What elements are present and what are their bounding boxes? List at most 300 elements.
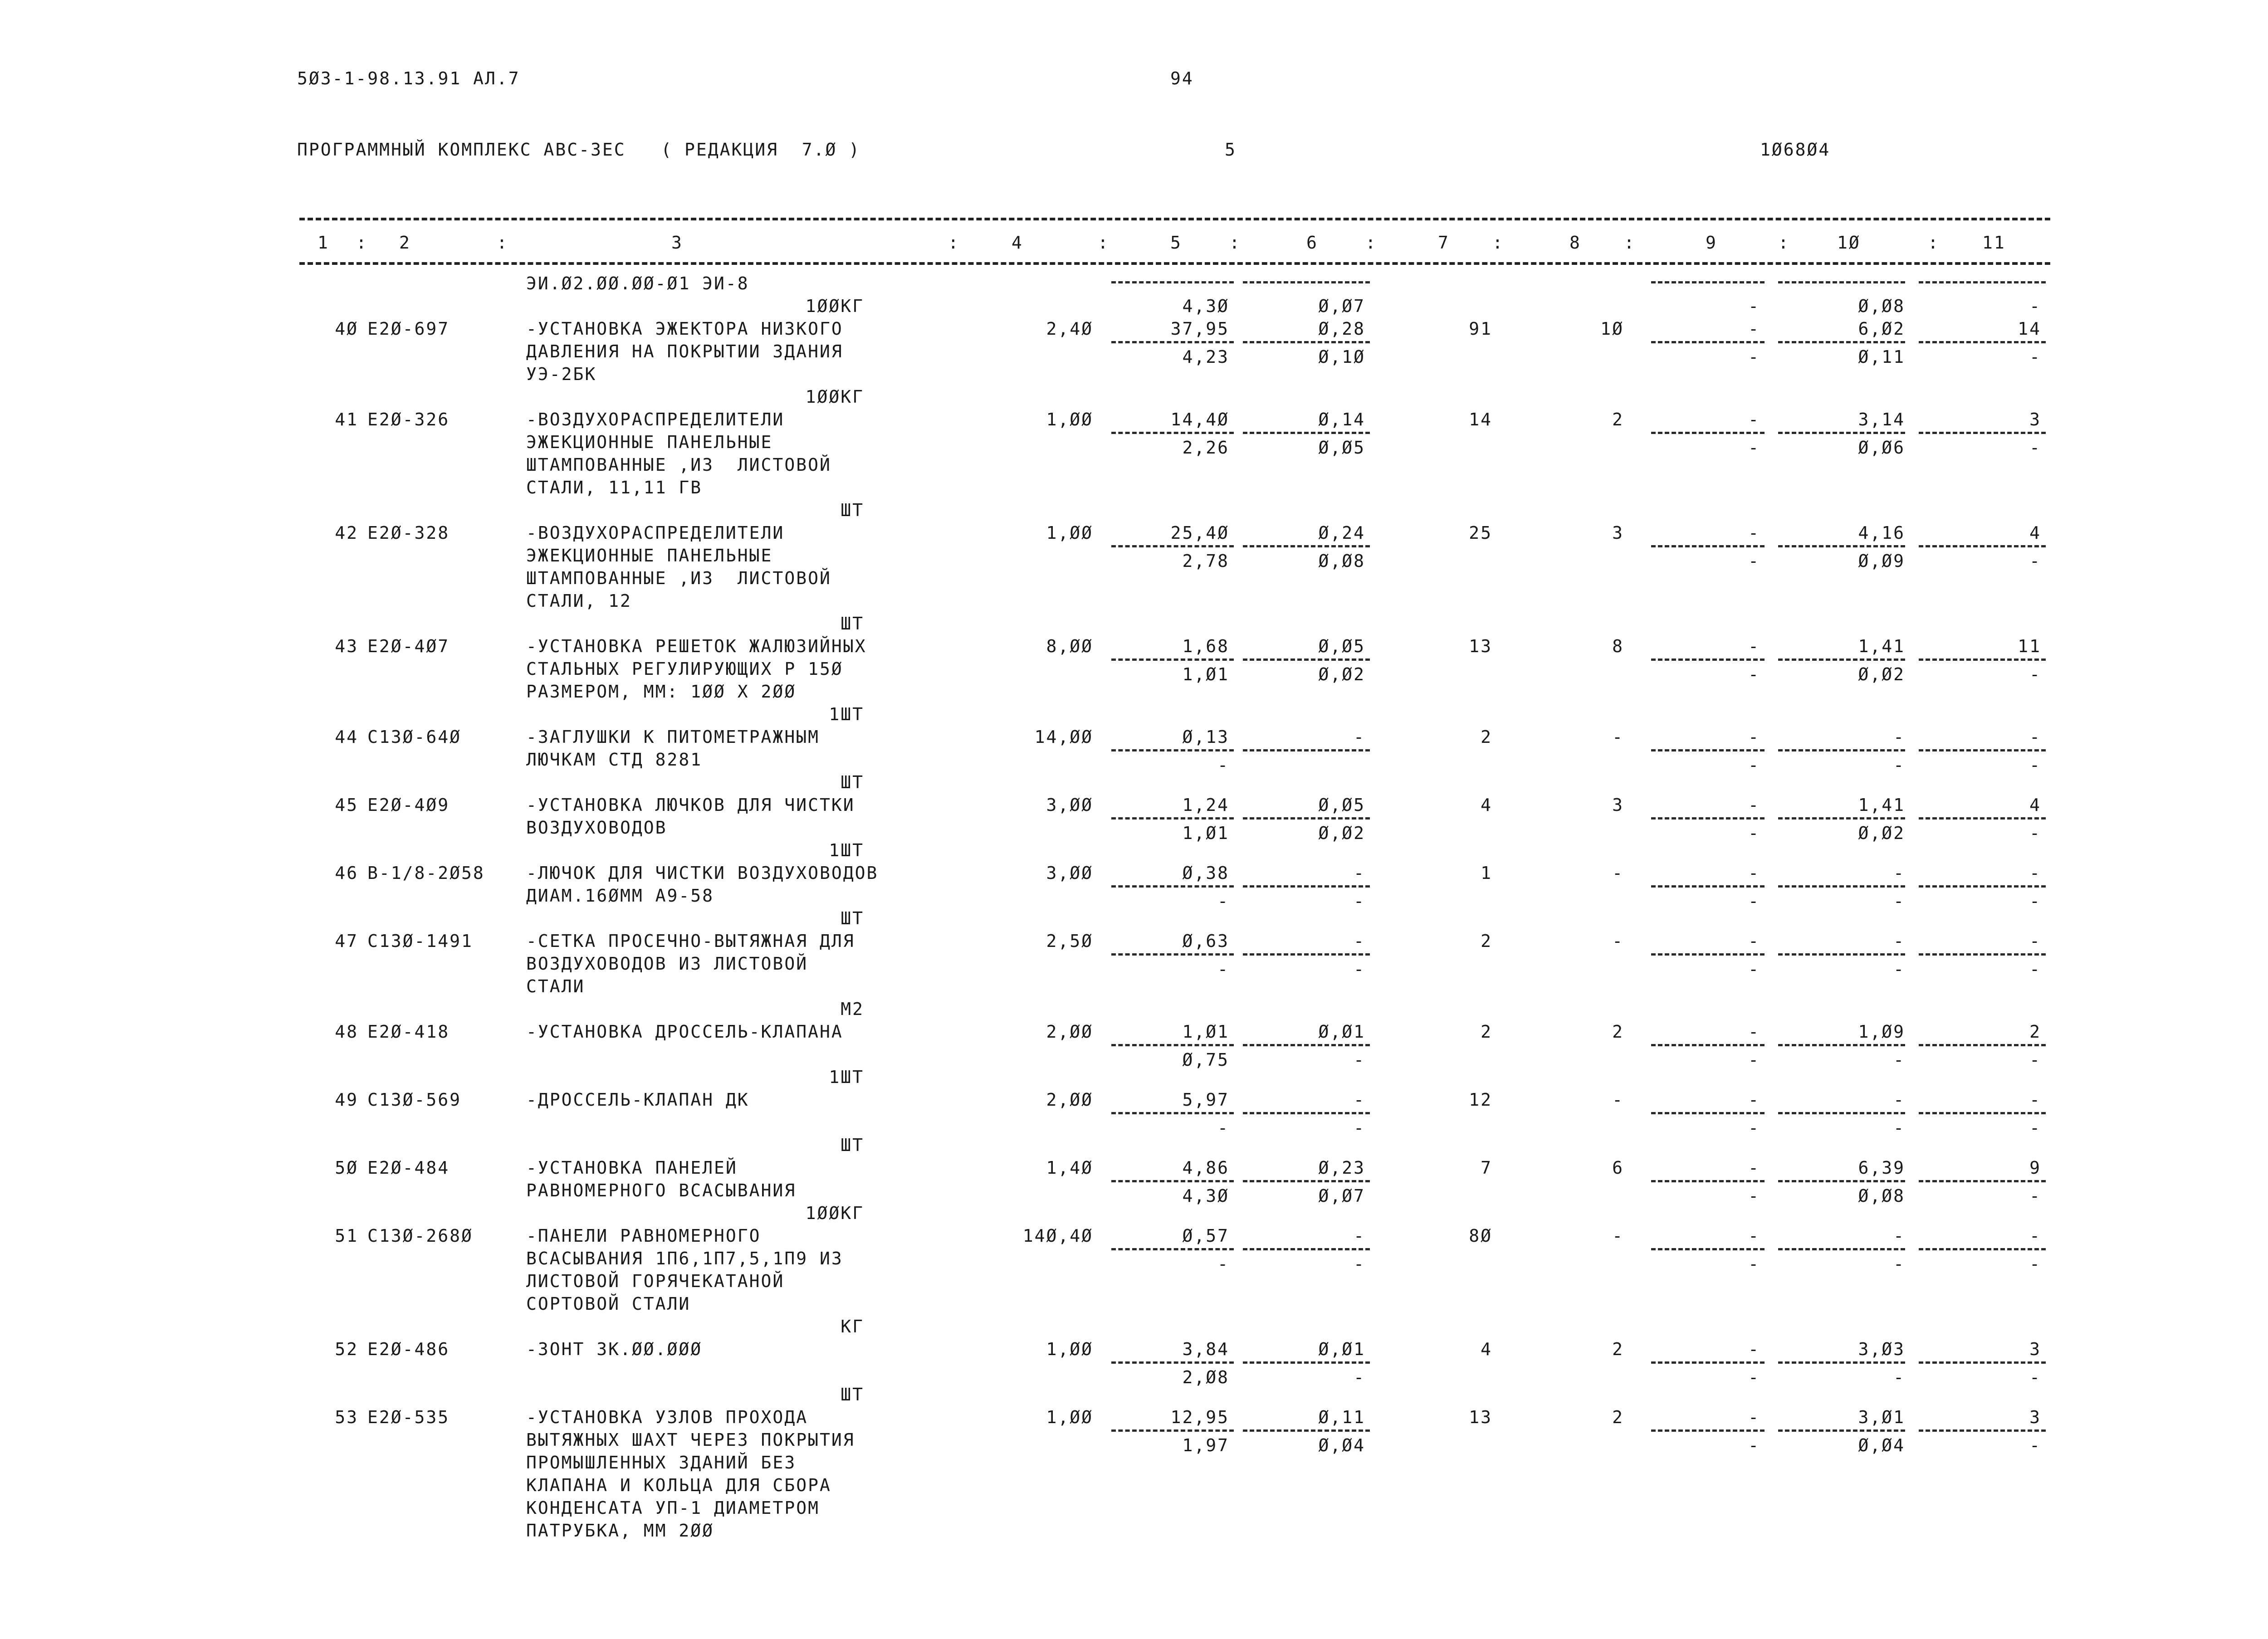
col6-value: Ø,28 bbox=[1318, 319, 1365, 339]
work-description: СТАЛИ, 11,11 ГВ bbox=[526, 478, 703, 498]
col6-value: Ø,24 bbox=[1318, 523, 1365, 543]
col9-value: - bbox=[1748, 1226, 1760, 1246]
col11-value: - bbox=[2029, 1090, 2041, 1110]
col10-lower: Ø,Ø6 bbox=[1858, 438, 1905, 458]
column-underline bbox=[1919, 341, 2046, 343]
col9-lower: - bbox=[1748, 1186, 1760, 1206]
col9-value: - bbox=[1748, 1158, 1760, 1178]
col11-value: 3 bbox=[2029, 1339, 2041, 1359]
col6-lower: - bbox=[1354, 1254, 1365, 1274]
work-description: СТАЛИ bbox=[526, 976, 585, 996]
col5-value: 5,97 bbox=[1182, 1090, 1229, 1110]
col8-value: 3 bbox=[1612, 795, 1624, 815]
work-description: ВЫТЯЖНЫХ ШАХТ ЧЕРЕЗ ПОКРЫТИЯ bbox=[526, 1430, 855, 1450]
col10-value: 4,16 bbox=[1858, 523, 1905, 543]
col11-lower: - bbox=[2029, 551, 2041, 571]
col10-value: - bbox=[1893, 863, 1905, 883]
col8-value: 2 bbox=[1612, 1339, 1624, 1359]
work-description: ДИАМ.16ØММ А9-58 bbox=[526, 886, 714, 906]
column-underline bbox=[1778, 1429, 1905, 1432]
work-description: ДАВЛЕНИЯ НА ПОКРЫТИИ ЗДАНИЯ bbox=[526, 341, 843, 361]
work-description: СТАЛЬНЫХ РЕГУЛИРУЮЩИХ Р 15Ø bbox=[526, 659, 843, 679]
col6-lower: - bbox=[1354, 1118, 1365, 1138]
column-underline bbox=[1111, 1112, 1234, 1114]
column-underline bbox=[1111, 885, 1234, 888]
col9-value: - bbox=[1748, 636, 1760, 656]
quantity: 1,ØØ bbox=[1046, 1339, 1093, 1359]
row-number: 46 bbox=[335, 863, 358, 883]
row-number: 53 bbox=[335, 1407, 358, 1427]
col10-lower: - bbox=[1893, 891, 1905, 911]
column-separator: : bbox=[948, 233, 960, 253]
work-code: Е2Ø-4Ø9 bbox=[367, 795, 450, 815]
col5-value: 14,4Ø bbox=[1170, 410, 1229, 429]
col11-value: 4 bbox=[2029, 523, 2041, 543]
col5-lower: - bbox=[1217, 755, 1229, 775]
column-underline bbox=[1111, 817, 1234, 820]
col5-lower: Ø,75 bbox=[1182, 1050, 1229, 1070]
col7-value: 14 bbox=[1469, 410, 1492, 429]
column-underline bbox=[1919, 953, 2046, 956]
col5-lower: - bbox=[1217, 1254, 1229, 1274]
col9-value: - bbox=[1748, 931, 1760, 951]
col9-lower: - bbox=[1748, 1050, 1760, 1070]
table-top-rule bbox=[299, 218, 2050, 220]
col8-value: 2 bbox=[1612, 1407, 1624, 1427]
column-separator: : bbox=[1098, 233, 1110, 253]
col11-value: - bbox=[2029, 1226, 2041, 1246]
col6-value: - bbox=[1354, 863, 1365, 883]
col6-value: Ø,Ø5 bbox=[1318, 795, 1365, 815]
col11-value: 3 bbox=[2029, 410, 2041, 429]
col5-value: Ø,57 bbox=[1182, 1226, 1229, 1246]
column-underline bbox=[1243, 1248, 1370, 1250]
col5-lower: 1,Ø1 bbox=[1182, 823, 1229, 843]
column-underline bbox=[1111, 1248, 1234, 1250]
work-code: С13Ø-569 bbox=[367, 1090, 462, 1110]
row-number: 52 bbox=[335, 1339, 358, 1359]
col9-value: - bbox=[1748, 410, 1760, 429]
work-description: РАВНОМЕРНОГО ВСАСЫВАНИЯ bbox=[526, 1180, 797, 1200]
col6-lower: Ø,Ø7 bbox=[1318, 296, 1365, 316]
column-underline bbox=[1111, 659, 1234, 661]
col10-lower: - bbox=[1893, 1050, 1905, 1070]
column-header: 7 bbox=[1438, 233, 1450, 253]
column-header: 1 bbox=[318, 233, 329, 253]
col11-lower: - bbox=[2029, 755, 2041, 775]
column-underline bbox=[1919, 1180, 2046, 1182]
col9-lower: - bbox=[1748, 891, 1760, 911]
col10-value: 3,Ø3 bbox=[1858, 1339, 1905, 1359]
column-separator: : bbox=[1492, 233, 1504, 253]
col7-value: 91 bbox=[1469, 319, 1492, 339]
col11-lower: - bbox=[2029, 347, 2041, 367]
unit-of-measure: ШТ bbox=[841, 614, 864, 634]
work-code: Е2Ø-4Ø7 bbox=[367, 636, 450, 656]
unit-of-measure: ШТ bbox=[841, 1385, 864, 1405]
work-description: СТАЛИ, 12 bbox=[526, 591, 632, 611]
unit-of-measure: 1ШТ bbox=[829, 704, 864, 724]
work-code: Е2Ø-326 bbox=[367, 410, 450, 429]
col6-value: Ø,Ø5 bbox=[1318, 636, 1365, 656]
column-underline bbox=[1243, 659, 1370, 661]
row-number: 45 bbox=[335, 795, 358, 815]
col6-lower: - bbox=[1354, 891, 1365, 911]
quantity: 1,ØØ bbox=[1046, 1407, 1093, 1427]
col10-value: 1,41 bbox=[1858, 795, 1905, 815]
col7-value: 1 bbox=[1481, 863, 1492, 883]
col11-lower: - bbox=[2029, 1118, 2041, 1138]
col8-value: 3 bbox=[1612, 523, 1624, 543]
work-description: КЛАПАНА И КОЛЬЦА ДЛЯ СБОРА bbox=[526, 1475, 831, 1495]
column-header: 9 bbox=[1706, 233, 1717, 253]
column-underline bbox=[1651, 885, 1765, 888]
col6-value: - bbox=[1354, 1226, 1365, 1246]
unit-of-measure: 1ØØКГ bbox=[805, 296, 864, 316]
column-separator: : bbox=[497, 233, 508, 253]
column-underline bbox=[1919, 817, 2046, 820]
column-underline bbox=[1651, 659, 1765, 661]
col6-lower: Ø,Ø7 bbox=[1318, 1186, 1365, 1206]
col8-value: 1Ø bbox=[1600, 319, 1624, 339]
col11-value: - bbox=[2029, 931, 2041, 951]
col10-lower: - bbox=[1893, 1254, 1905, 1274]
column-underline bbox=[1243, 953, 1370, 956]
col6-lower: Ø,1Ø bbox=[1318, 347, 1365, 367]
column-header: 8 bbox=[1569, 233, 1581, 253]
column-underline bbox=[1778, 1361, 1905, 1364]
part-number: 5 bbox=[1225, 140, 1237, 160]
col7-value: 7 bbox=[1481, 1158, 1492, 1178]
work-description: -ВОЗДУХОРАСПРЕДЕЛИТЕЛИ bbox=[526, 523, 785, 543]
column-underline bbox=[1651, 432, 1765, 434]
column-header: 6 bbox=[1306, 233, 1318, 253]
col9-lower: - bbox=[1748, 1367, 1760, 1387]
col9-lower: - bbox=[1748, 347, 1760, 367]
col9-value: - bbox=[1748, 319, 1760, 339]
column-underline bbox=[1778, 545, 1905, 547]
work-description: ПАТРУБКА, ММ 2ØØ bbox=[526, 1521, 714, 1541]
column-underline bbox=[1778, 885, 1905, 888]
column-underline bbox=[1919, 659, 2046, 661]
col10-lower: Ø,Ø4 bbox=[1858, 1435, 1905, 1455]
col6-value: - bbox=[1354, 727, 1365, 747]
col9-lower: - bbox=[1748, 755, 1760, 775]
column-separator: : bbox=[1778, 233, 1790, 253]
col5-lower: 2,Ø8 bbox=[1182, 1367, 1229, 1387]
work-description: -УСТАНОВКА РЕШЕТОК ЖАЛЮЗИЙНЫХ bbox=[526, 636, 867, 656]
column-underline bbox=[1778, 659, 1905, 661]
work-description: -УСТАНОВКА ЛЮЧКОВ ДЛЯ ЧИСТКИ bbox=[526, 795, 855, 815]
col5-value: Ø,13 bbox=[1182, 727, 1229, 747]
col8-value: - bbox=[1612, 1226, 1624, 1246]
column-underline bbox=[1111, 1361, 1234, 1364]
work-code: Е2Ø-484 bbox=[367, 1158, 450, 1178]
work-code: Е2Ø-697 bbox=[367, 319, 450, 339]
col11-value: 14 bbox=[2018, 319, 2041, 339]
col6-value: Ø,Ø1 bbox=[1318, 1022, 1365, 1042]
col9-lower: - bbox=[1748, 438, 1760, 458]
column-underline bbox=[1919, 1361, 2046, 1364]
column-underline bbox=[1651, 545, 1765, 547]
row-number: 42 bbox=[335, 523, 358, 543]
work-description: -ДРОССЕЛЬ-КЛАПАН ДК bbox=[526, 1090, 749, 1110]
col10-value: - bbox=[1893, 727, 1905, 747]
col7-value: 8Ø bbox=[1469, 1226, 1492, 1246]
unit-of-measure: 1ШТ bbox=[829, 1067, 864, 1087]
column-underline bbox=[1919, 1248, 2046, 1250]
column-header: 11 bbox=[1982, 233, 2006, 253]
unit-of-measure: КГ bbox=[841, 1317, 864, 1337]
column-underline bbox=[1111, 749, 1234, 751]
column-header: 5 bbox=[1170, 233, 1182, 253]
col8-value: 8 bbox=[1612, 636, 1624, 656]
unit-of-measure: ШТ bbox=[841, 500, 864, 520]
column-underline bbox=[1243, 1180, 1370, 1182]
col5-lower: 4,3Ø bbox=[1182, 1186, 1229, 1206]
quantity: 1,ØØ bbox=[1046, 523, 1093, 543]
column-underline bbox=[1243, 885, 1370, 888]
col5-value: 1,24 bbox=[1182, 795, 1229, 815]
col11-lower: - bbox=[2029, 1254, 2041, 1274]
column-separator: : bbox=[1624, 233, 1636, 253]
quantity: 2,ØØ bbox=[1046, 1090, 1093, 1110]
col11-value: 3 bbox=[2029, 1407, 2041, 1427]
col11-lower: - bbox=[2029, 823, 2041, 843]
col5-lower: - bbox=[1217, 1118, 1229, 1138]
col10-value: 6,39 bbox=[1858, 1158, 1905, 1178]
col6-value: Ø,14 bbox=[1318, 410, 1365, 429]
col8-value: - bbox=[1612, 1090, 1624, 1110]
row-number: 51 bbox=[335, 1226, 358, 1246]
column-underline bbox=[1243, 281, 1370, 283]
col8-value: 2 bbox=[1612, 1022, 1624, 1042]
col11-value: 9 bbox=[2029, 1158, 2041, 1178]
col6-value: Ø,Ø1 bbox=[1318, 1339, 1365, 1359]
column-underline bbox=[1243, 341, 1370, 343]
work-code: С13Ø-268Ø bbox=[367, 1226, 473, 1246]
work-description: -УСТАНОВКА ПАНЕЛЕЙ bbox=[526, 1158, 738, 1178]
col10-lower: - bbox=[1893, 959, 1905, 979]
column-underline bbox=[1651, 341, 1765, 343]
work-description: ЛИСТОВОЙ ГОРЯЧЕКАТАНОЙ bbox=[526, 1271, 785, 1291]
col7-value: 4 bbox=[1481, 1339, 1492, 1359]
unit-of-measure: 1ØØКГ bbox=[805, 387, 864, 407]
col10-value: - bbox=[1893, 931, 1905, 951]
col8-value: - bbox=[1612, 931, 1624, 951]
col7-value: 2 bbox=[1481, 727, 1492, 747]
work-description: ВСАСЫВАНИЯ 1П6,1П7,5,1П9 ИЗ bbox=[526, 1249, 843, 1268]
col9-lower: - bbox=[1748, 1254, 1760, 1274]
work-description: СОРТОВОЙ СТАЛИ bbox=[526, 1294, 691, 1314]
unit-of-measure: 1ШТ bbox=[829, 840, 864, 860]
col9-lower: - bbox=[1748, 296, 1760, 316]
quantity: 2,4Ø bbox=[1046, 319, 1093, 339]
col11-lower: - bbox=[2029, 1435, 2041, 1455]
col5-lower: 2,26 bbox=[1182, 438, 1229, 458]
column-underline bbox=[1778, 749, 1905, 751]
col10-value: 1,Ø9 bbox=[1858, 1022, 1905, 1042]
col9-value: - bbox=[1748, 1339, 1760, 1359]
work-description: -ЗОНТ ЗК.ØØ.ØØØ bbox=[526, 1339, 703, 1359]
col6-lower: Ø,Ø2 bbox=[1318, 664, 1365, 684]
col9-value: - bbox=[1748, 523, 1760, 543]
col9-lower: - bbox=[1748, 823, 1760, 843]
column-underline bbox=[1919, 1044, 2046, 1046]
column-underline bbox=[1651, 953, 1765, 956]
quantity: 1,4Ø bbox=[1046, 1158, 1093, 1178]
col7-value: 2 bbox=[1481, 1022, 1492, 1042]
column-header: 2 bbox=[399, 233, 411, 253]
unit-of-measure: М2 bbox=[841, 999, 864, 1019]
col7-value: 2 bbox=[1481, 931, 1492, 951]
work-description: ШТАМПОВАННЫЕ ,ИЗ ЛИСТОВОЙ bbox=[526, 455, 831, 475]
work-description: -УСТАНОВКА ДРОССЕЛЬ-КЛАПАНА bbox=[526, 1022, 843, 1042]
col10-value: - bbox=[1893, 1090, 1905, 1110]
column-underline bbox=[1243, 817, 1370, 820]
col5-value: Ø,38 bbox=[1182, 863, 1229, 883]
col10-lower: Ø,11 bbox=[1858, 347, 1905, 367]
col5-value: Ø,63 bbox=[1182, 931, 1229, 951]
col5-value: 4,86 bbox=[1182, 1158, 1229, 1178]
row-number: 49 bbox=[335, 1090, 358, 1110]
quantity: 3,ØØ bbox=[1046, 863, 1093, 883]
column-underline bbox=[1111, 432, 1234, 434]
column-underline bbox=[1919, 545, 2046, 547]
work-description: РАЗМЕРОМ, ММ: 1ØØ Х 2ØØ bbox=[526, 682, 797, 702]
work-description: ПРОМЫШЛЕННЫХ ЗДАНИЙ БЕЗ bbox=[526, 1453, 797, 1473]
col9-value: - bbox=[1748, 795, 1760, 815]
header-bottom-rule bbox=[299, 262, 2050, 265]
work-description: КОНДЕНСАТА УП-1 ДИАМЕТРОМ bbox=[526, 1498, 820, 1518]
work-description: ВОЗДУХОВОДОВ bbox=[526, 818, 667, 838]
unit-of-measure: 1ØØКГ bbox=[805, 1203, 864, 1223]
col5-lower: - bbox=[1217, 891, 1229, 911]
col11-lower: - bbox=[2029, 1186, 2041, 1206]
column-underline bbox=[1243, 545, 1370, 547]
column-underline bbox=[1651, 817, 1765, 820]
quantity: 1,ØØ bbox=[1046, 410, 1093, 429]
col11-value: 2 bbox=[2029, 1022, 2041, 1042]
column-underline bbox=[1778, 1112, 1905, 1114]
work-description: ЭЖЕКЦИОННЫЕ ПАНЕЛЬНЫЕ bbox=[526, 432, 773, 452]
column-underline bbox=[1778, 1248, 1905, 1250]
column-underline bbox=[1111, 281, 1234, 283]
work-description: -УСТАНОВКА УЗЛОВ ПРОХОДА bbox=[526, 1407, 808, 1427]
col9-lower: - bbox=[1748, 551, 1760, 571]
col5-value: 12,95 bbox=[1170, 1407, 1229, 1427]
column-underline bbox=[1111, 1180, 1234, 1182]
col10-lower: - bbox=[1893, 1367, 1905, 1387]
col8-value: 6 bbox=[1612, 1158, 1624, 1178]
column-underline bbox=[1778, 953, 1905, 956]
col11-lower: - bbox=[2029, 959, 2041, 979]
column-underline bbox=[1243, 1112, 1370, 1114]
col8-value: 2 bbox=[1612, 410, 1624, 429]
col6-lower: Ø,Ø5 bbox=[1318, 438, 1365, 458]
col5-lower: 1,Ø1 bbox=[1182, 664, 1229, 684]
work-description: -ВОЗДУХОРАСПРЕДЕЛИТЕЛИ bbox=[526, 410, 785, 429]
col8-value: - bbox=[1612, 727, 1624, 747]
column-underline bbox=[1651, 281, 1765, 283]
column-underline bbox=[1111, 545, 1234, 547]
column-underline bbox=[1778, 817, 1905, 820]
col9-lower: - bbox=[1748, 959, 1760, 979]
document-number: 1Ø68Ø4 bbox=[1760, 140, 1831, 160]
quantity: 2,ØØ bbox=[1046, 1022, 1093, 1042]
work-description: ШТАМПОВАННЫЕ ,ИЗ ЛИСТОВОЙ bbox=[526, 568, 831, 588]
col11-value: 4 bbox=[2029, 795, 2041, 815]
column-underline bbox=[1778, 281, 1905, 283]
column-separator: : bbox=[1229, 233, 1241, 253]
col11-lower: - bbox=[2029, 296, 2041, 316]
col11-lower: - bbox=[2029, 1050, 2041, 1070]
col5-value: 3,84 bbox=[1182, 1339, 1229, 1359]
column-underline bbox=[1651, 1180, 1765, 1182]
col6-lower: Ø,Ø8 bbox=[1318, 551, 1365, 571]
col10-value: 3,Ø1 bbox=[1858, 1407, 1905, 1427]
row-number: 47 bbox=[335, 931, 358, 951]
row-number: 5Ø bbox=[335, 1158, 358, 1178]
work-description: -УСТАНОВКА ЭЖЕКТОРА НИЗКОГО bbox=[526, 319, 843, 339]
row-number: 41 bbox=[335, 410, 358, 429]
unit-of-measure: ШТ bbox=[841, 908, 864, 928]
program-title: ПРОГРАММНЫЙ КОМПЛЕКС АВС-3ЕС ( РЕДАКЦИЯ 7.Ø ) bbox=[297, 140, 861, 160]
column-underline bbox=[1243, 1429, 1370, 1432]
col9-value: - bbox=[1748, 727, 1760, 747]
row-number: 43 bbox=[335, 636, 358, 656]
column-underline bbox=[1651, 1429, 1765, 1432]
col5-value: 1,Ø1 bbox=[1182, 1022, 1229, 1042]
work-code: Е2Ø-486 bbox=[367, 1339, 450, 1359]
col11-lower: - bbox=[2029, 664, 2041, 684]
col5-value: 25,4Ø bbox=[1170, 523, 1229, 543]
work-code: Е2Ø-535 bbox=[367, 1407, 450, 1427]
col11-value: 11 bbox=[2018, 636, 2041, 656]
col10-lower: - bbox=[1893, 755, 1905, 775]
column-header: 1Ø bbox=[1837, 233, 1861, 253]
col9-value: - bbox=[1748, 1022, 1760, 1042]
col10-value: 3,14 bbox=[1858, 410, 1905, 429]
col10-lower: Ø,Ø2 bbox=[1858, 823, 1905, 843]
col5-lower: - bbox=[1217, 959, 1229, 979]
col10-value: 6,Ø2 bbox=[1858, 319, 1905, 339]
column-underline bbox=[1651, 1248, 1765, 1250]
quantity: 2,5Ø bbox=[1046, 931, 1093, 951]
page-number: 94 bbox=[1170, 68, 1194, 88]
work-description: -СЕТКА ПРОСЕЧНО-ВЫТЯЖНАЯ ДЛЯ bbox=[526, 931, 855, 951]
column-underline bbox=[1778, 432, 1905, 434]
work-description: -ЗАГЛУШКИ К ПИТОМЕТРАЖНЫМ bbox=[526, 727, 820, 747]
unit-of-measure: ШТ bbox=[841, 772, 864, 792]
work-description: ЛЮЧКАМ СТД 8281 bbox=[526, 750, 703, 770]
col9-value: - bbox=[1748, 1090, 1760, 1110]
quantity: 8,ØØ bbox=[1046, 636, 1093, 656]
col10-value: - bbox=[1893, 1226, 1905, 1246]
col9-value: - bbox=[1748, 863, 1760, 883]
col8-value: - bbox=[1612, 863, 1624, 883]
column-underline bbox=[1778, 1180, 1905, 1182]
column-separator: : bbox=[1928, 233, 1940, 253]
col11-lower: - bbox=[2029, 891, 2041, 911]
col6-value: Ø,11 bbox=[1318, 1407, 1365, 1427]
column-underline bbox=[1651, 1361, 1765, 1364]
col6-value: - bbox=[1354, 1090, 1365, 1110]
work-description: ВОЗДУХОВОДОВ ИЗ ЛИСТОВОЙ bbox=[526, 954, 808, 974]
column-underline bbox=[1243, 432, 1370, 434]
col10-lower: Ø,Ø8 bbox=[1858, 296, 1905, 316]
column-underline bbox=[1919, 432, 2046, 434]
